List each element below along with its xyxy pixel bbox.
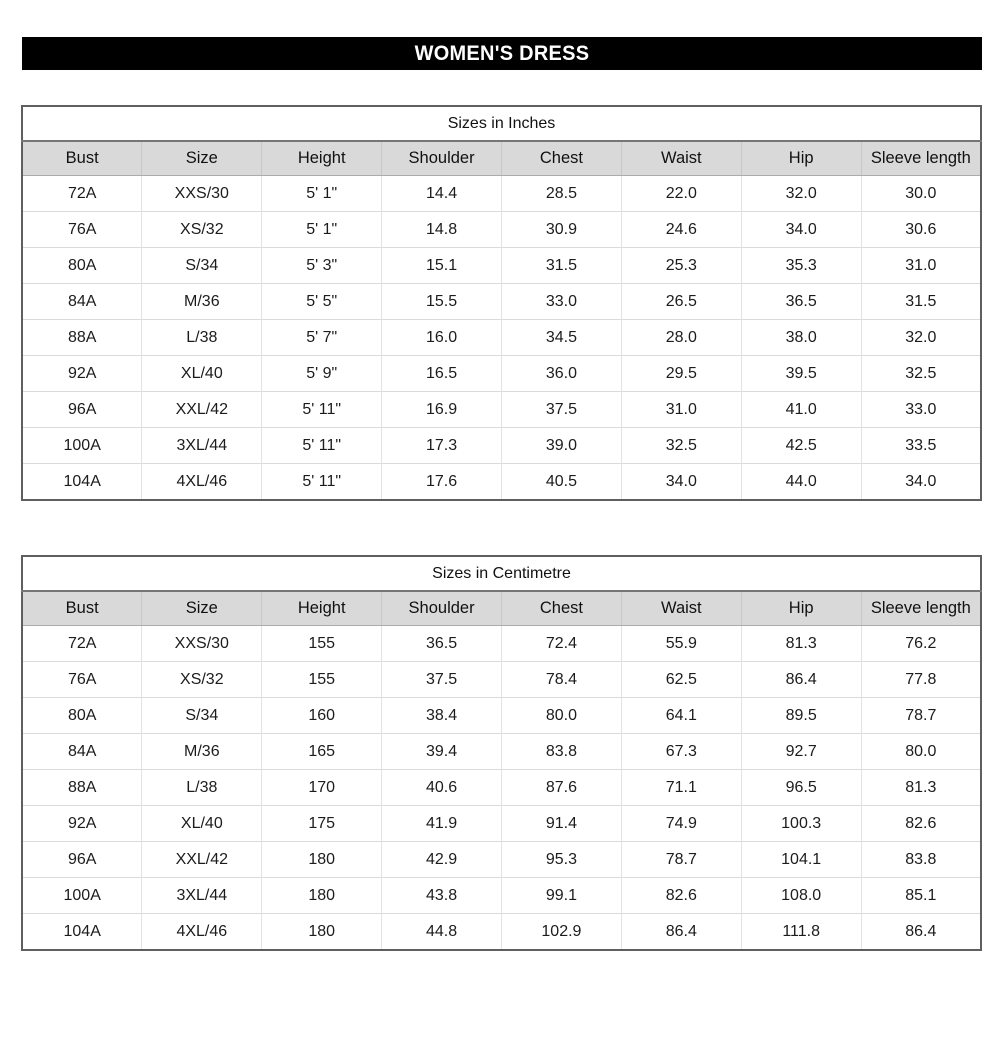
cell: 83.8 <box>502 734 622 770</box>
page-title: WOMEN'S DRESS <box>414 41 590 65</box>
cell: 33.5 <box>861 428 981 464</box>
table-row <box>22 734 981 770</box>
cell: 72A <box>67 634 97 652</box>
cell: 5' 11" <box>262 428 382 464</box>
cell: 80.0 <box>861 734 981 770</box>
column-header-sleeve-length: Sleeve length <box>861 141 981 176</box>
column-header-row <box>22 591 981 626</box>
cell: 41.0 <box>741 392 861 428</box>
cell: 84A <box>22 734 142 770</box>
column-header-size: Size <box>142 141 262 176</box>
table-row <box>22 626 981 662</box>
cell: 33.0 <box>861 392 981 428</box>
cell: 32.5 <box>861 356 981 392</box>
cell: 32.0 <box>861 320 981 356</box>
cell: 180 <box>262 878 382 914</box>
cell: 88A <box>22 770 142 806</box>
cell: 39.0 <box>502 428 622 464</box>
cell: 16.0 <box>382 320 502 356</box>
cell: 100A <box>22 878 142 914</box>
cell: 175 <box>262 806 382 842</box>
column-header-waist: Waist <box>621 141 741 176</box>
cell: S/34 <box>142 248 262 284</box>
cell: 78.7 <box>861 698 981 734</box>
page-title-bar <box>22 37 982 70</box>
cell: 62.5 <box>621 662 741 698</box>
cell: 72A <box>67 184 97 202</box>
cell: 3XL/44 <box>142 428 262 464</box>
cell: 160 <box>262 698 382 734</box>
cell: 84A <box>22 284 142 320</box>
table-row <box>22 770 981 806</box>
cell: 80A <box>22 248 142 284</box>
inches-table <box>21 105 982 501</box>
cell: 37.5 <box>502 392 622 428</box>
cell: 74.9 <box>621 806 741 842</box>
table-title-row <box>22 556 981 591</box>
cell: 170 <box>262 770 382 806</box>
cell: XS/32 <box>142 212 262 248</box>
table-row <box>22 914 981 951</box>
cell: 80A <box>22 698 142 734</box>
cell: 99.1 <box>502 878 622 914</box>
cell: 5' 11" <box>262 392 382 428</box>
cell: 4XL/46 <box>142 914 262 951</box>
size-table-inches <box>21 105 982 501</box>
cell: 100.3 <box>741 806 861 842</box>
table-title-row <box>22 106 981 141</box>
cell: 39.5 <box>741 356 861 392</box>
cell: XL/40 <box>142 356 262 392</box>
cell: 43.8 <box>382 878 502 914</box>
cell: 15.1 <box>382 248 502 284</box>
cell: 55.9 <box>621 626 741 662</box>
cell: 76A <box>22 212 142 248</box>
cell: 78.7 <box>621 842 741 878</box>
table-row <box>22 392 981 428</box>
cell: 104A <box>22 914 142 951</box>
cell: 32.5 <box>621 428 741 464</box>
cell: 104A <box>22 464 142 501</box>
table-row <box>22 320 981 356</box>
cell: 96A <box>22 842 142 878</box>
cell: 30.9 <box>502 212 622 248</box>
column-header-sleeve-length: Sleeve length <box>861 591 981 626</box>
cell: 15.5 <box>382 284 502 320</box>
cell: 83.8 <box>861 842 981 878</box>
cell: 5' 1" <box>262 212 382 248</box>
cell: 41.9 <box>382 806 502 842</box>
table-row <box>22 842 981 878</box>
cell: 86.4 <box>621 914 741 951</box>
column-header-bust: Bust <box>22 141 142 176</box>
column-header-waist: Waist <box>621 591 741 626</box>
cell: 92.7 <box>741 734 861 770</box>
cell: 5' 11" <box>262 464 382 501</box>
cell: 72.4 <box>502 626 622 662</box>
cell: 92A <box>22 806 142 842</box>
cell: L/38 <box>142 320 262 356</box>
cell: 36.0 <box>502 356 622 392</box>
cell: 28.5 <box>502 176 622 212</box>
cell: 91.4 <box>502 806 622 842</box>
cell: 14.4 <box>382 176 502 212</box>
cell: 37.5 <box>382 662 502 698</box>
cell: 96A <box>22 392 142 428</box>
cell: 86.4 <box>741 662 861 698</box>
cell: XXL/42 <box>142 842 262 878</box>
table-row <box>22 806 981 842</box>
column-header-height: Height <box>262 591 382 626</box>
table-row <box>22 356 981 392</box>
table-row <box>22 878 981 914</box>
cell: XXS/30 <box>142 626 262 662</box>
cell: 44.8 <box>382 914 502 951</box>
cell: M/36 <box>142 284 262 320</box>
cell: 38.4 <box>382 698 502 734</box>
cell: 180 <box>262 842 382 878</box>
cell: 36.5 <box>382 626 502 662</box>
column-header-shoulder: Shoulder <box>382 141 502 176</box>
cell: 29.5 <box>621 356 741 392</box>
cell: 16.9 <box>382 392 502 428</box>
cell: 31.0 <box>621 392 741 428</box>
table-row <box>22 284 981 320</box>
cell: 155 <box>262 626 382 662</box>
cell: 180 <box>262 914 382 951</box>
cell: 33.0 <box>502 284 622 320</box>
cell: 31.0 <box>861 248 981 284</box>
cell: 5' 1" <box>262 176 382 212</box>
column-header-height: Height <box>262 141 382 176</box>
cell: 42.9 <box>382 842 502 878</box>
cell: 82.6 <box>861 806 981 842</box>
cell: 102.9 <box>502 914 622 951</box>
cell: 35.3 <box>741 248 861 284</box>
cell: 5' 3" <box>262 248 382 284</box>
cell: 5' 5" <box>262 284 382 320</box>
cell: XS/32 <box>142 662 262 698</box>
cell: 31.5 <box>502 248 622 284</box>
cell: 86.4 <box>861 914 981 951</box>
column-header-size: Size <box>142 591 262 626</box>
cell: 39.4 <box>382 734 502 770</box>
cell: 165 <box>262 734 382 770</box>
cell: 78.4 <box>502 662 622 698</box>
cell: 5' 9" <box>262 356 382 392</box>
table-row <box>22 212 981 248</box>
cell: 17.6 <box>382 464 502 501</box>
cell: 80.0 <box>502 698 622 734</box>
cell: 34.5 <box>502 320 622 356</box>
table-row <box>22 428 981 464</box>
cell: 36.5 <box>741 284 861 320</box>
table-row <box>22 698 981 734</box>
cell: 111.8 <box>741 914 861 951</box>
cell: 30.0 <box>861 176 981 212</box>
cell: 34.0 <box>621 464 741 501</box>
table-row <box>22 248 981 284</box>
cell: 155 <box>262 662 382 698</box>
cell: 96.5 <box>741 770 861 806</box>
cell: 88A <box>22 320 142 356</box>
cell: 104.1 <box>741 842 861 878</box>
column-header-row <box>22 141 981 176</box>
cell: 64.1 <box>621 698 741 734</box>
cell: 77.8 <box>861 662 981 698</box>
cell: 87.6 <box>502 770 622 806</box>
cell: 92A <box>22 356 142 392</box>
cell: 81.3 <box>861 770 981 806</box>
cell: 76A <box>22 662 142 698</box>
cell: 82.6 <box>621 878 741 914</box>
cell: XXL/42 <box>142 392 262 428</box>
cell: 40.6 <box>382 770 502 806</box>
cell: 5' 7" <box>262 320 382 356</box>
cell: 44.0 <box>741 464 861 501</box>
cell: 71.1 <box>621 770 741 806</box>
cell: 16.5 <box>382 356 502 392</box>
column-header-hip: Hip <box>741 141 861 176</box>
cell: 67.3 <box>621 734 741 770</box>
column-header-bust: Bust <box>22 591 142 626</box>
centimetre-table <box>21 555 982 951</box>
cell: 3XL/44 <box>142 878 262 914</box>
cell: 100A <box>22 428 142 464</box>
size-table-centimetre <box>21 555 982 951</box>
cell: 76.2 <box>861 626 981 662</box>
cell: 17.3 <box>382 428 502 464</box>
column-header-hip: Hip <box>741 591 861 626</box>
cell: 40.5 <box>502 464 622 501</box>
cell: 108.0 <box>741 878 861 914</box>
cell: 4XL/46 <box>142 464 262 501</box>
cell: 22.0 <box>621 176 741 212</box>
cell: 31.5 <box>861 284 981 320</box>
cell: 85.1 <box>861 878 981 914</box>
cell: 38.0 <box>741 320 861 356</box>
column-header-shoulder: Shoulder <box>382 591 502 626</box>
cell: XXS/30 <box>142 176 262 212</box>
table-row <box>22 662 981 698</box>
table-title: Sizes in Inches <box>22 106 981 141</box>
cell: 89.5 <box>741 698 861 734</box>
column-header-chest: Chest <box>502 591 622 626</box>
cell: 28.0 <box>621 320 741 356</box>
table-row <box>22 464 981 501</box>
cell: 95.3 <box>502 842 622 878</box>
table-row <box>22 176 981 212</box>
cell: 25.3 <box>621 248 741 284</box>
cell: XL/40 <box>142 806 262 842</box>
cell: 34.0 <box>741 212 861 248</box>
cell: 34.0 <box>861 464 981 501</box>
cell: S/34 <box>142 698 262 734</box>
cell: 24.6 <box>621 212 741 248</box>
cell: 32.0 <box>741 176 861 212</box>
cell: 42.5 <box>741 428 861 464</box>
cell: 81.3 <box>741 626 861 662</box>
cell: L/38 <box>142 770 262 806</box>
column-header-chest: Chest <box>502 141 622 176</box>
cell: 30.6 <box>861 212 981 248</box>
cell: 14.8 <box>382 212 502 248</box>
cell: M/36 <box>142 734 262 770</box>
cell: 26.5 <box>621 284 741 320</box>
table-title: Sizes in Centimetre <box>22 556 981 591</box>
